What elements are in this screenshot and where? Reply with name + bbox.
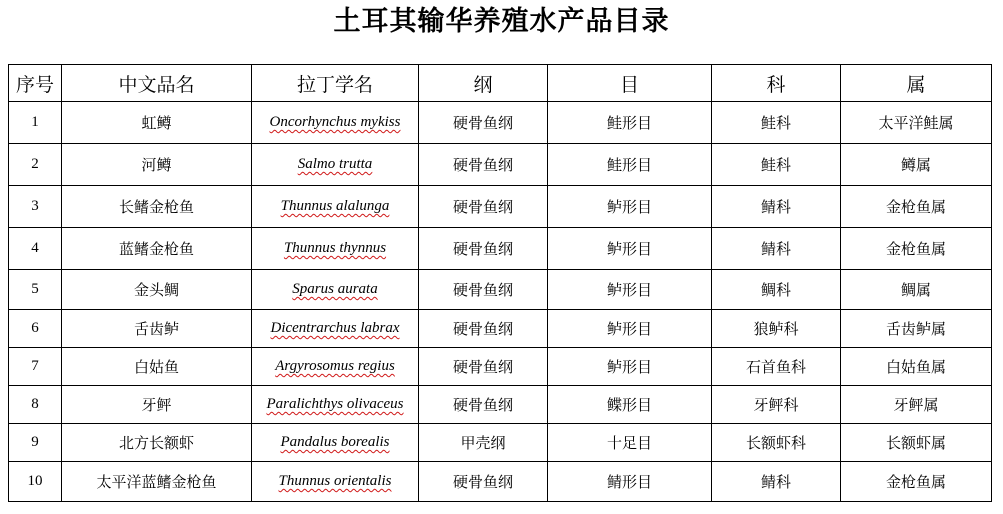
serial-cell: 5	[9, 270, 62, 310]
header-row	[9, 65, 992, 102]
product-catalog-table	[8, 64, 992, 502]
serial-cell: 3	[9, 186, 62, 228]
latin-name-text: Dicentrarchus labrax	[270, 320, 400, 336]
family-cell: 鲭科	[712, 228, 841, 270]
family-cell: 鲭科	[712, 186, 841, 228]
header-cell-order: 目	[548, 65, 712, 102]
class-cell: 甲壳纲	[419, 424, 548, 462]
family-cell: 牙鲆科	[712, 386, 841, 424]
latin-name-cell	[252, 186, 419, 228]
genus-cell: 牙鲆属	[841, 386, 992, 424]
header-cell-serial: 序号	[9, 65, 62, 102]
family-cell: 鲭科	[712, 462, 841, 502]
genus-cell: 鲷属	[841, 270, 992, 310]
class-cell: 硬骨鱼纲	[419, 462, 548, 502]
serial-cell: 1	[9, 102, 62, 144]
latin-name-cell	[252, 310, 419, 348]
chinese-name-cell: 牙鲆	[62, 386, 252, 424]
latin-name-cell	[252, 348, 419, 386]
class-cell: 硬骨鱼纲	[419, 228, 548, 270]
genus-cell: 金枪鱼属	[841, 186, 992, 228]
serial-cell: 8	[9, 386, 62, 424]
table-row	[9, 310, 992, 348]
order-cell: 鲑形目	[548, 144, 712, 186]
latin-name-cell	[252, 144, 419, 186]
latin-name-text: Thunnus alalunga	[280, 198, 390, 214]
order-cell: 鲈形目	[548, 348, 712, 386]
table-row	[9, 424, 992, 462]
header-cell-latin-name: 拉丁学名	[252, 65, 419, 102]
latin-name-cell	[252, 462, 419, 502]
chinese-name-cell: 太平洋蓝鳍金枪鱼	[62, 462, 252, 502]
genus-cell: 长额虾属	[841, 424, 992, 462]
order-cell: 鲭形目	[548, 462, 712, 502]
chinese-name-cell: 金头鲷	[62, 270, 252, 310]
serial-cell: 9	[9, 424, 62, 462]
class-cell: 硬骨鱼纲	[419, 144, 548, 186]
class-cell: 硬骨鱼纲	[419, 102, 548, 144]
latin-name-cell	[252, 270, 419, 310]
table-row	[9, 462, 992, 502]
serial-cell: 6	[9, 310, 62, 348]
chinese-name-cell: 舌齿鲈	[62, 310, 252, 348]
table-row	[9, 270, 992, 310]
class-cell: 硬骨鱼纲	[419, 270, 548, 310]
serial-cell: 10	[9, 462, 62, 502]
family-cell: 鲷科	[712, 270, 841, 310]
class-cell: 硬骨鱼纲	[419, 348, 548, 386]
latin-name-text: Sparus aurata	[292, 281, 378, 297]
genus-cell: 鳟属	[841, 144, 992, 186]
latin-name-cell	[252, 424, 419, 462]
class-cell: 硬骨鱼纲	[419, 386, 548, 424]
latin-name-text: Pandalus borealis	[280, 434, 390, 450]
latin-name-text: Salmo trutta	[297, 156, 373, 172]
table-row	[9, 348, 992, 386]
chinese-name-cell: 虹鳟	[62, 102, 252, 144]
order-cell: 鲈形目	[548, 186, 712, 228]
order-cell: 鲑形目	[548, 102, 712, 144]
order-cell: 鲽形目	[548, 386, 712, 424]
chinese-name-cell: 白姑鱼	[62, 348, 252, 386]
header-cell-chinese-name: 中文品名	[62, 65, 252, 102]
header-cell-class: 纲	[419, 65, 548, 102]
order-cell: 十足目	[548, 424, 712, 462]
page-title: 土耳其输华养殖水产品目录	[333, 6, 670, 37]
genus-cell: 舌齿鲈属	[841, 310, 992, 348]
latin-name-text: Oncorhynchus mykiss	[269, 114, 401, 130]
latin-name-cell	[252, 102, 419, 144]
genus-cell: 金枪鱼属	[841, 462, 992, 502]
header-cell-family: 科	[712, 65, 841, 102]
chinese-name-cell: 北方长额虾	[62, 424, 252, 462]
serial-cell: 7	[9, 348, 62, 386]
latin-name-text: Argyrosomus regius	[275, 358, 395, 374]
family-cell: 石首鱼科	[712, 348, 841, 386]
chinese-name-cell: 长鳍金枪鱼	[62, 186, 252, 228]
table-row	[9, 186, 992, 228]
family-cell: 长额虾科	[712, 424, 841, 462]
family-cell: 鲑科	[712, 144, 841, 186]
genus-cell: 白姑鱼属	[841, 348, 992, 386]
latin-name-cell	[252, 386, 419, 424]
latin-name-cell	[252, 228, 419, 270]
family-cell: 鲑科	[712, 102, 841, 144]
order-cell: 鲈形目	[548, 228, 712, 270]
class-cell: 硬骨鱼纲	[419, 186, 548, 228]
chinese-name-cell: 河鳟	[62, 144, 252, 186]
latin-name-text: Thunnus orientalis	[278, 473, 392, 489]
serial-cell: 4	[9, 228, 62, 270]
family-cell: 狼鲈科	[712, 310, 841, 348]
class-cell: 硬骨鱼纲	[419, 310, 548, 348]
order-cell: 鲈形目	[548, 310, 712, 348]
table-row	[9, 144, 992, 186]
latin-name-text: Paralichthys olivaceus	[266, 396, 404, 412]
latin-name-text: Thunnus thynnus	[283, 240, 387, 256]
serial-cell: 2	[9, 144, 62, 186]
table-row	[9, 386, 992, 424]
header-cell-genus: 属	[841, 65, 992, 102]
table-row	[9, 228, 992, 270]
order-cell: 鲈形目	[548, 270, 712, 310]
genus-cell: 太平洋鲑属	[841, 102, 992, 144]
table-row	[9, 102, 992, 144]
genus-cell: 金枪鱼属	[841, 228, 992, 270]
chinese-name-cell: 蓝鳍金枪鱼	[62, 228, 252, 270]
